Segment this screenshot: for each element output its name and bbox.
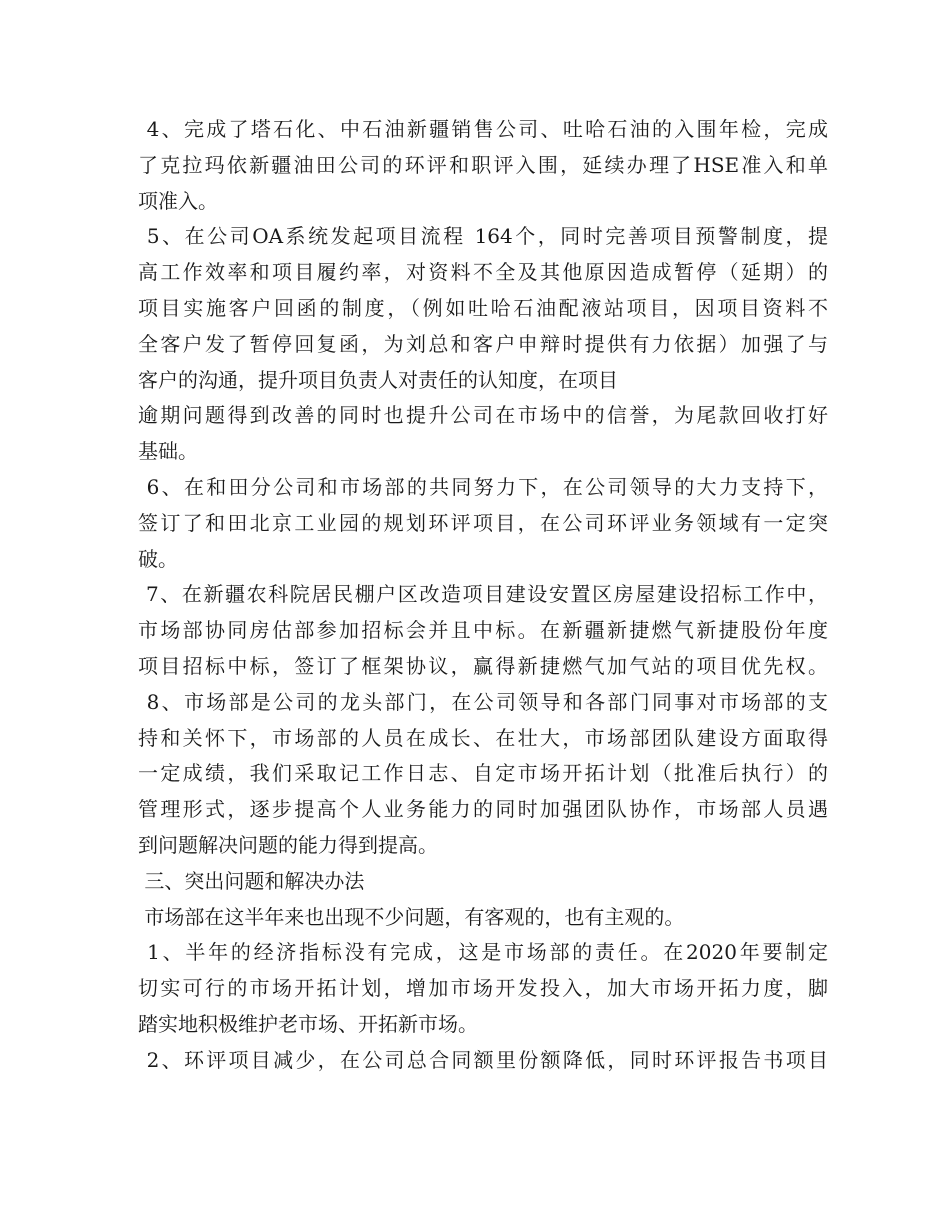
text-line: 项目实施客户回函的制度，（例如吐哈石油配液站项目，因项目资料不 [138, 295, 828, 320]
text-line: 高工作效率和项目履约率，对资料不全及其他原因造成暂停（延期）的 [138, 260, 828, 285]
text-line: 基础。 [138, 439, 198, 464]
text-line: 全客户发了暂停回复函，为刘总和客户申辩时提供有力依据）加强了与 [138, 331, 828, 356]
text-line: 7、在新疆农科院居民棚户区改造项目建设安置区房屋建设招标工作中， [138, 582, 828, 607]
text-line: 5、在公司OA系统发起项目流程 164个，同时完善项目预警制度，提 [138, 224, 828, 249]
text-line: 签订了和田北京工业园的规划环评项目，在公司环评业务领域有一定突 [138, 510, 828, 535]
text-line: 项目招标中标，签订了框架协议，赢得新捷燃气加气站的项目优先权。 [138, 653, 828, 678]
text-line: 切实可行的市场开拓计划，增加市场开发投入，加大市场开拓力度，脚 [138, 976, 828, 1001]
text-line: 一定成绩，我们采取记工作日志、自定市场开拓计划（批准后执行）的 [138, 761, 828, 786]
text-line: 管理形式，逐步提高个人业务能力的同时加强团队协作，市场部人员遇 [138, 797, 828, 822]
text-line: 破。 [138, 546, 178, 571]
text-line: 项准入。 [138, 188, 218, 213]
text-line: 6、在和田分公司和市场部的共同努力下，在公司领导的大力支持下， [138, 474, 828, 499]
text-line: 8、市场部是公司的龙头部门，在公司领导和各部门同事对市场部的支 [138, 689, 828, 714]
text-line: 逾期问题得到改善的同时也提升公司在市场中的信誉，为尾款回收打好 [138, 403, 828, 428]
text-line: 三、突出问题和解决办法 [138, 868, 365, 893]
text-line: 1、半年的经济指标没有完成，这是市场部的责任。在2020年要制定 [138, 940, 828, 965]
text-line: 踏实地积极维护老市场、开拓新市场。 [138, 1011, 478, 1036]
text-line: 4、完成了塔石化、中石油新疆销售公司、吐哈石油的入围年检，完成 [138, 117, 828, 141]
text-line: 了克拉玛依新疆油田公司的环评和职评入围，延续办理了HSE准入和单 [138, 152, 828, 177]
text-line: 客户的沟通，提升项目负责人对责任的认知度，在项目 [138, 367, 618, 392]
text-line: 持和关怀下，市场部的人员在成长、在壮大，市场部团队建设方面取得 [138, 725, 828, 750]
text-line: 市场部在这半年来也出现不少问题，有客观的，也有主观的。 [138, 904, 685, 929]
document-body [138, 112, 828, 1079]
text-line: 到问题解决问题的能力得到提高。 [138, 832, 438, 857]
text-line: 市场部协同房估部参加招标会并且中标。在新疆新捷燃气新捷股份年度 [138, 618, 828, 643]
text-line: 2、环评项目减少，在公司总合同额里份额降低，同时环评报告书项目 [138, 1047, 828, 1072]
